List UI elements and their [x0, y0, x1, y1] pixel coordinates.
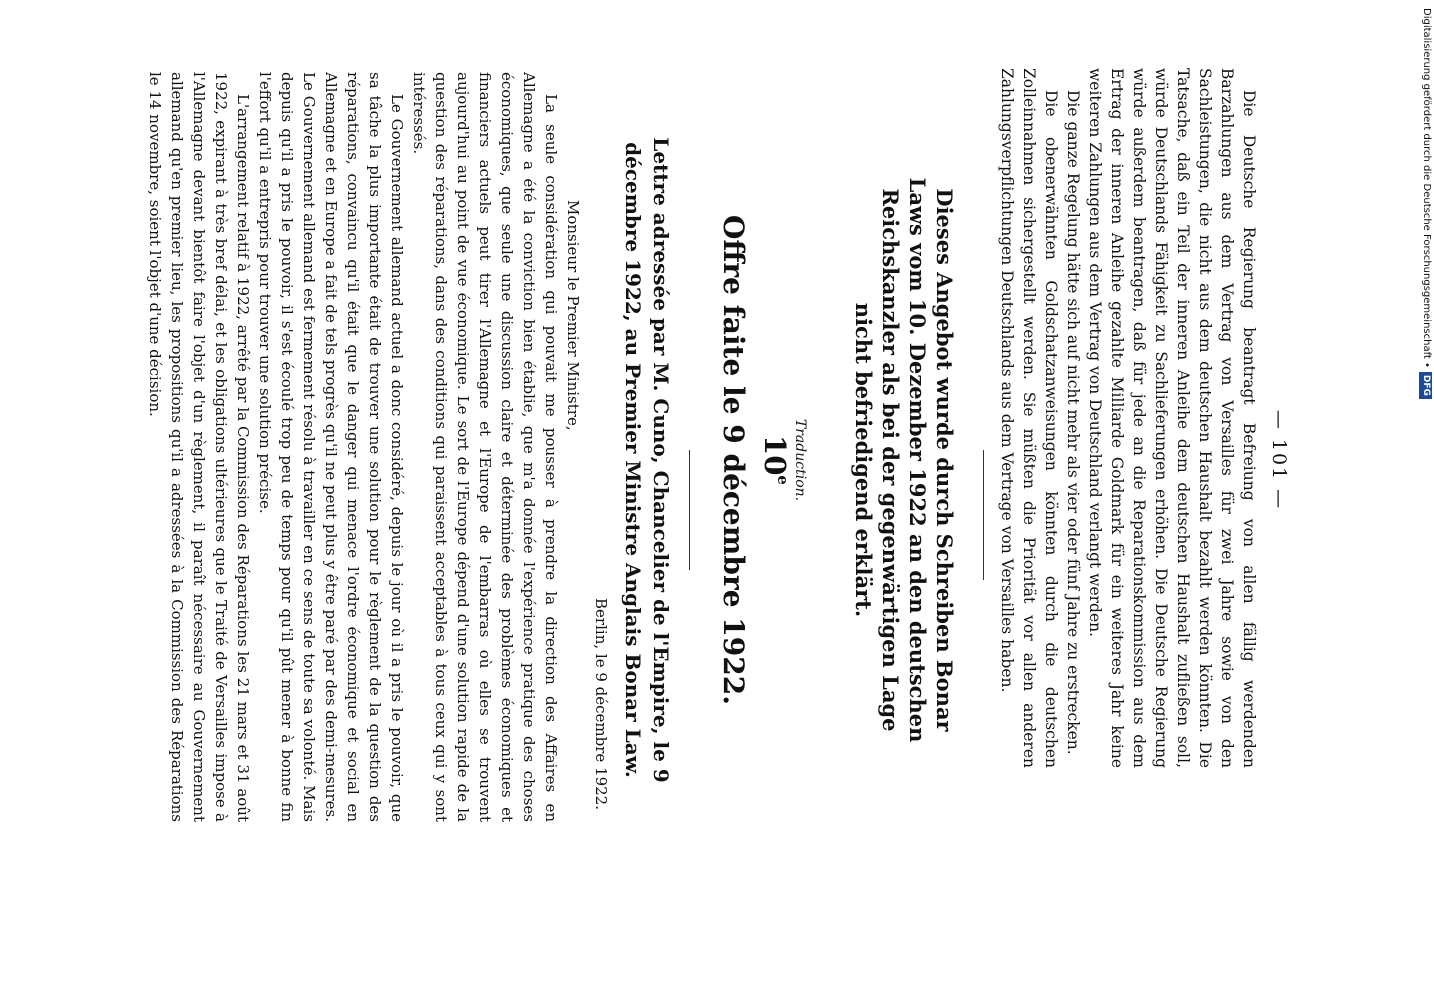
- french-paragraph-3: L'arrangement relatif à 1922, arrêté par la Commission des Réparations les 21 mars et 31 août 1922, expirant à très bref délai, et les obligations ultérieures que le Traité de Versailles impose à l'Allemagne devant bientôt faire l'objet d'un règlement, il paraît nécessaire au Gouvernement allemand qu'en premier lieu, les propositions qu'il a adressées à la Commission des Réparations le 14 novembre, soient l'objet d'une décision.: [146, 72, 252, 822]
- section-number-value: 10: [758, 435, 792, 476]
- french-paragraph-1: La seule considération qui pouvait me pousser à prendre la direction des Affaires en Allemagne a été la conviction bien établie, que m'a donnée l'expérience pratique des choses économiques, que seule une discussion claire et déterminée des problèmes économiques et financiers actuels peut tirer l'Allemagne et l'Europe de l'embarras où elles se trouvent aujourd'hui au point de vue économique. Le sort de l'Europe dépend d'une solution rapide de la question des réparations, dans des conditions qui paraissent acceptables à tous ceux qui y sont intéressés.: [410, 72, 560, 822]
- section-divider: [983, 450, 984, 580]
- section-number-suffix: e: [774, 475, 792, 485]
- title-divider: [689, 450, 690, 570]
- dfg-logo: DFG: [1420, 372, 1433, 399]
- digitization-credit: [1418, 8, 1434, 396]
- traduction-label: Traduction.: [792, 418, 808, 502]
- letter-salutation: Monsieur le Premier Ministre,: [564, 200, 582, 431]
- letter-date: Berlin, le 9 décembre 1922.: [592, 598, 610, 810]
- offre-title: Offre faite le 9 décembre 1922.: [717, 215, 750, 705]
- french-text-block: [144, 72, 562, 822]
- letter-title: Lettre adressée par M. Cuno, Chancelier de l'Empire, le 9 décembre 1922, au Premier Ministre Anglais Bonar Law.: [621, 137, 673, 783]
- german-paragraph-2: Die ganze Regelung hätte sich auf nicht mehr als vier oder fünf Jahre zu erstrecken.: [1064, 90, 1082, 755]
- credit-text: Digitalisierung gefördert durch die Deutsche Forschungsgemeinschaft •: [1421, 8, 1432, 368]
- french-paragraph-2: Le Gouvernement allemand actuel a donc considéré, depuis le jour où il a pris le pouvoir, que sa tâche la plus importante était de trouver une solution pour le règlement de la question des réparations, convaincu qu'il était que le danger qui menace l'ordre économique et social en Allemagne et en Europe a fait de tels progrès qu'il ne peut plus y être paré par des demi-mesures. Le Gouvernement allemand est fermement résolu à travailler en ce sens de toute sa volonté. Mais depuis qu'il a pris le pouvoir, il s'est écoulé trop peu de temps pour qu'il pût mener à bonne fin l'effort qu'il a entrepris pour trouver une solution précise.: [256, 72, 406, 822]
- section-number: [758, 0, 792, 920]
- german-text-block: [996, 68, 1260, 768]
- german-paragraph-3: Die obenerwähnten Goldschatzanweisungen könnten durch die deutschen Zolleinnahmen sichergestellt werden. Sie müßten die Priorität vor allen anderen Zahlungsverpflichtungen Deutschlands aus dem Vertrage von Versailles haben.: [998, 68, 1060, 768]
- german-heading: Dieses Angebot wurde durch Schreiben Bonar Laws vom 10. Dezember 1922 an den deutschen Reichskanzler als bei der gegenwärtigen Lage nicht befriedigend erklärt.: [851, 177, 957, 743]
- german-paragraph-1: Die Deutsche Regierung beantragt Befreiung von allen fällig werdenden Barzahlungen aus dem Vertrag von Versailles für zwei Jahre sowie von den Sachleistungen, die nicht aus dem deutschen Haushalt bezahlt werden könnten. Die Tatsache, daß ein Teil der inneren Anleihe dem deutschen Haushalt zufließen soll, würde Deutschlands Fähigkeit zu Sachlieferungen erhöhen. Die Deutsche Regierung würde außerdem beantragen, daß für jede an die Reparationskommission aus dem Ertrag der inneren Anleihe gezahlte Milliarde Goldmark für ein weiteres Jahr keine weiteren Zahlungen aus dem Vertrag von Deutschland verlangt werden.: [1086, 68, 1258, 768]
- page-number: — 101 —: [1268, 409, 1290, 511]
